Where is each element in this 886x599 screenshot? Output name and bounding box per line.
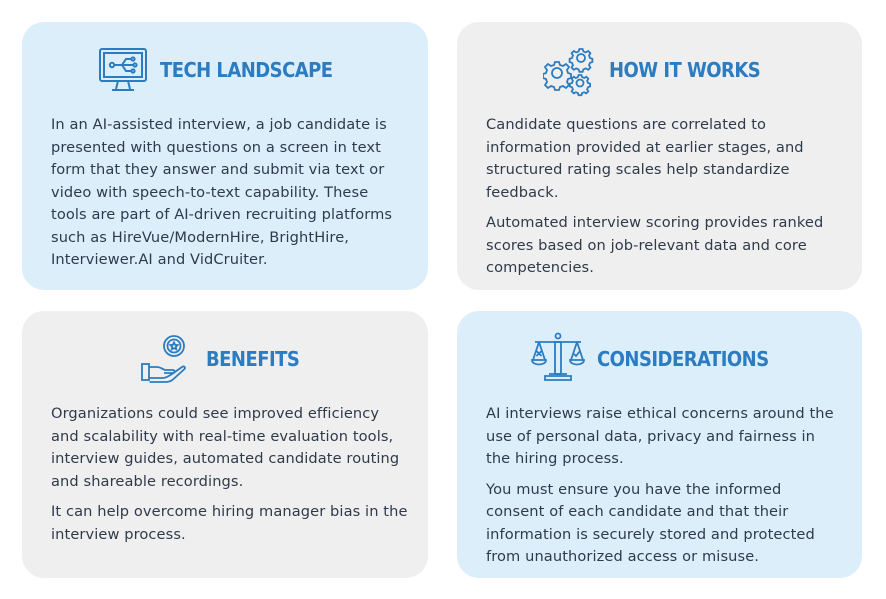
- card-body: [51, 114, 408, 280]
- card-title: CONSIDERATIONS: [597, 347, 769, 371]
- considerations-header: [457, 329, 862, 389]
- tech-landscape-card: [22, 22, 428, 290]
- paragraph: In an AI-assisted interview, a job candidate is presented with questions on a screen in text form that they answer and submit via text or video with speech-to-text capability. These tools are part of AI-driven recruiting platforms such as HireVue/ModernHire, BrightHire, Interviewer.AI and VidCruiter.: [51, 116, 393, 268]
- considerations-card: [457, 311, 862, 578]
- how-it-works-card: [457, 22, 862, 290]
- scales-icon: [531, 332, 585, 386]
- benefits-card: [22, 311, 428, 578]
- tech-landscape-header: [22, 40, 428, 100]
- hand-badge-icon: [140, 332, 194, 386]
- paragraph: It can help overcome hiring manager bias in the interview process.: [51, 503, 408, 543]
- card-title: BENEFITS: [206, 347, 300, 371]
- paragraph: Candidate questions are correlated to information provided at earlier stages, and structured rating scales help standardize feedback.: [486, 116, 804, 201]
- card-body: [486, 403, 842, 577]
- benefits-header: [22, 329, 428, 389]
- card-title: TECH LANDSCAPE: [160, 58, 333, 82]
- card-body: [51, 403, 408, 554]
- card-body: [486, 114, 842, 288]
- computer-monitor-icon: [98, 47, 148, 93]
- paragraph: You must ensure you have the informed consent of each candidate and that their information is securely stored and protected from unauthorized access or misuse.: [486, 480, 815, 565]
- paragraph: Organizations could see improved efficiency and scalability with real-time evaluation tools, interview guides, automated candidate routing and shareable recordings.: [51, 405, 400, 490]
- paragraph: AI interviews raise ethical concerns around the use of personal data, privacy and fairness in the hiring process.: [486, 405, 834, 467]
- gears-icon: [543, 43, 597, 97]
- card-title: HOW IT WORKS: [608, 58, 760, 82]
- paragraph: Automated interview scoring provides ranked scores based on job-relevant data and core competencies.: [486, 214, 824, 276]
- how-it-works-header: [457, 40, 862, 100]
